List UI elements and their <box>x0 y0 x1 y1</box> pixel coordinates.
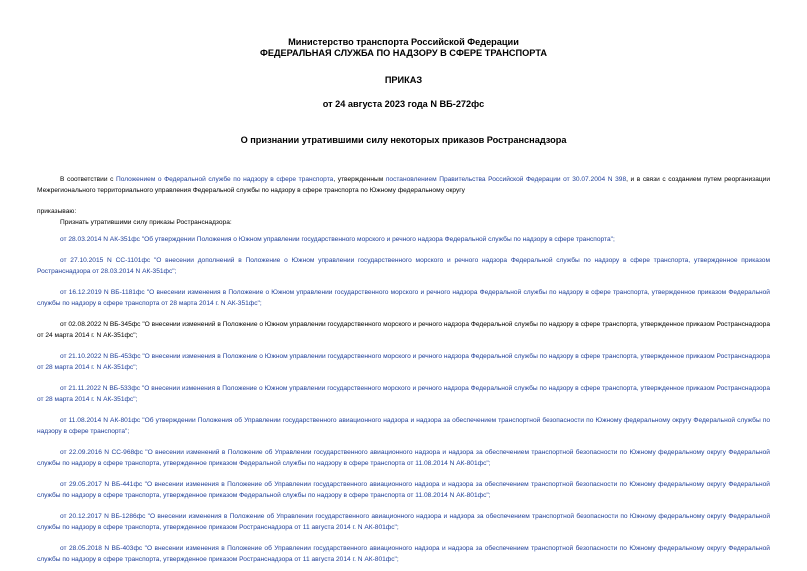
regulation-link[interactable]: Положением о Федеральной службе по надзору в сфере транспорта <box>115 176 334 183</box>
order-item-link[interactable]: от 21.11.2022 N ВБ-533фс "О внесении изменения в Положение о Южном управлении государственного морского и речного надзора Федеральной службы по надзору в сфере транспорта, утвержденное приказом Ространснадзора от 28 марта 2014 г. N АК-351фс"; <box>37 385 770 403</box>
order-item-link[interactable]: от 21.10.2022 N ВБ-453фс "О внесении изменения в Положение о Южном управлении государственного морского и речного надзора Федеральной службы по надзору в сфере транспорта, утвержденное приказом Ространснадзора от 28 марта 2014 г. N АК-351фс"; <box>37 353 770 371</box>
service-name: ФЕДЕРАЛЬНАЯ СЛУЖБА ПО НАДЗОРУ В СФЕРЕ ТРАНСПОРТА <box>260 48 547 58</box>
order-date: от 24 августа 2023 года N ВБ-272фс <box>322 99 485 109</box>
order-item-link[interactable]: от 28.03.2014 N АК-351фс "Об утверждении Положения о Южном управлении государственного морского и речного надзора Федеральной службы по надзору в сфере транспорта"; <box>60 236 615 243</box>
intro-paragraph <box>37 174 770 196</box>
order-item-link[interactable]: от 27.10.2015 N СС-1101фс "О внесении дополнений в Положение о Южном управлении государственного морского и речного надзора Федеральной службы по надзору в сфере транспорта, утвержденное приказом Ространснадзора от 28.03.2014 N АК-351фс"; <box>37 257 770 275</box>
intro-text-3: , и в связи с созданием путем реорганизации Межрегионального территориального управления Федеральной службы по надзору в сфере транспорта по Южному федеральному округу <box>37 176 771 194</box>
intro-text-2: , утвержденным <box>333 176 386 183</box>
order-item-link[interactable]: от 16.12.2019 N ВБ-1181фс "О внесении изменения в Положение о Южном управлении государственного морского и речного надзора Федеральной службы по надзору в сфере транспорта, утвержденное приказом Федеральной службы по надзору в сфере транспорта от 28 марта 2014 г. N АК-351фс"; <box>37 289 770 307</box>
government-decree-link[interactable]: постановлением Правительства Российской Федерации от 30.07.2004 N 398 <box>385 176 627 183</box>
document-subject: О признании утратившими силу некоторых приказов Ространснадзора <box>240 135 567 145</box>
order-item-link[interactable]: от 22.09.2016 N СС-968фс "О внесении изменений в Положение об Управлении государственного авиационного надзора и надзора за обеспечением транспортной безопасности по Южному федеральному округу Федеральной службы по надзору в сфере транспорта, утвержденное приказом Федеральной службы по надзору в сфере транспорта от 11.08.2014 N АК-801фс"; <box>37 449 770 467</box>
order-item: от 02.08.2022 N ВБ-345фс "О внесении изменений в Положение о Южном управлении государственного морского и речного надзора Федеральной службы по надзору в сфере транспорта, утвержденное приказом Ространснадзора от 24 марта 2014 г. N АК-351фс"; <box>37 321 770 339</box>
recognize-text: Признать утратившими силу приказы Ространснадзора: <box>60 219 232 226</box>
order-item-link[interactable]: от 20.12.2017 N ВБ-1286фс "О внесении изменения в Положение об Управлении государственного авиационного надзора и надзора за обеспечением транспортной безопасности по Южному федеральному округу Федеральной службы по надзору в сфере транспорта, утвержденное приказом Ространснадзора от 11 августа 2014 г. N АК-801фс"; <box>37 513 770 531</box>
ministry-name: Министерство транспорта Российской Федерации <box>288 37 519 47</box>
orders-word: приказываю: <box>37 208 77 215</box>
order-item-link[interactable]: от 11.08.2014 N АК-801фс "Об утверждении Положения об Управлении государственного авиационного надзора и надзора за обеспечением транспортной безопасности по Южному федеральному округу Федеральной службы по надзору в сфере транспорта"; <box>37 417 770 435</box>
order-title: ПРИКАЗ <box>384 75 423 85</box>
order-item-link[interactable]: от 29.05.2017 N ВБ-441фс "О внесении изменения в Положение об Управлении государственного авиационного надзора и надзора за обеспечением транспортной безопасности по Южному федеральному округу Федеральной службы по надзору в сфере транспорта, утвержденное приказом Федеральной службы по надзору в сфере транспорта от 11.08.2014 N АК-801фс"; <box>37 481 770 499</box>
intro-text-1: В соответствии с <box>60 176 116 183</box>
order-item-link[interactable]: от 28.05.2018 N ВБ-403фс "О внесении изменения в Положение об Управлении государственного авиационного надзора и надзора за обеспечением транспортной безопасности по Южному федеральному округу Федеральной службы по надзору в сфере транспорта, утвержденное приказом Ространснадзора от 11 августа 2014 г. N АК-801фс"; <box>37 545 770 563</box>
